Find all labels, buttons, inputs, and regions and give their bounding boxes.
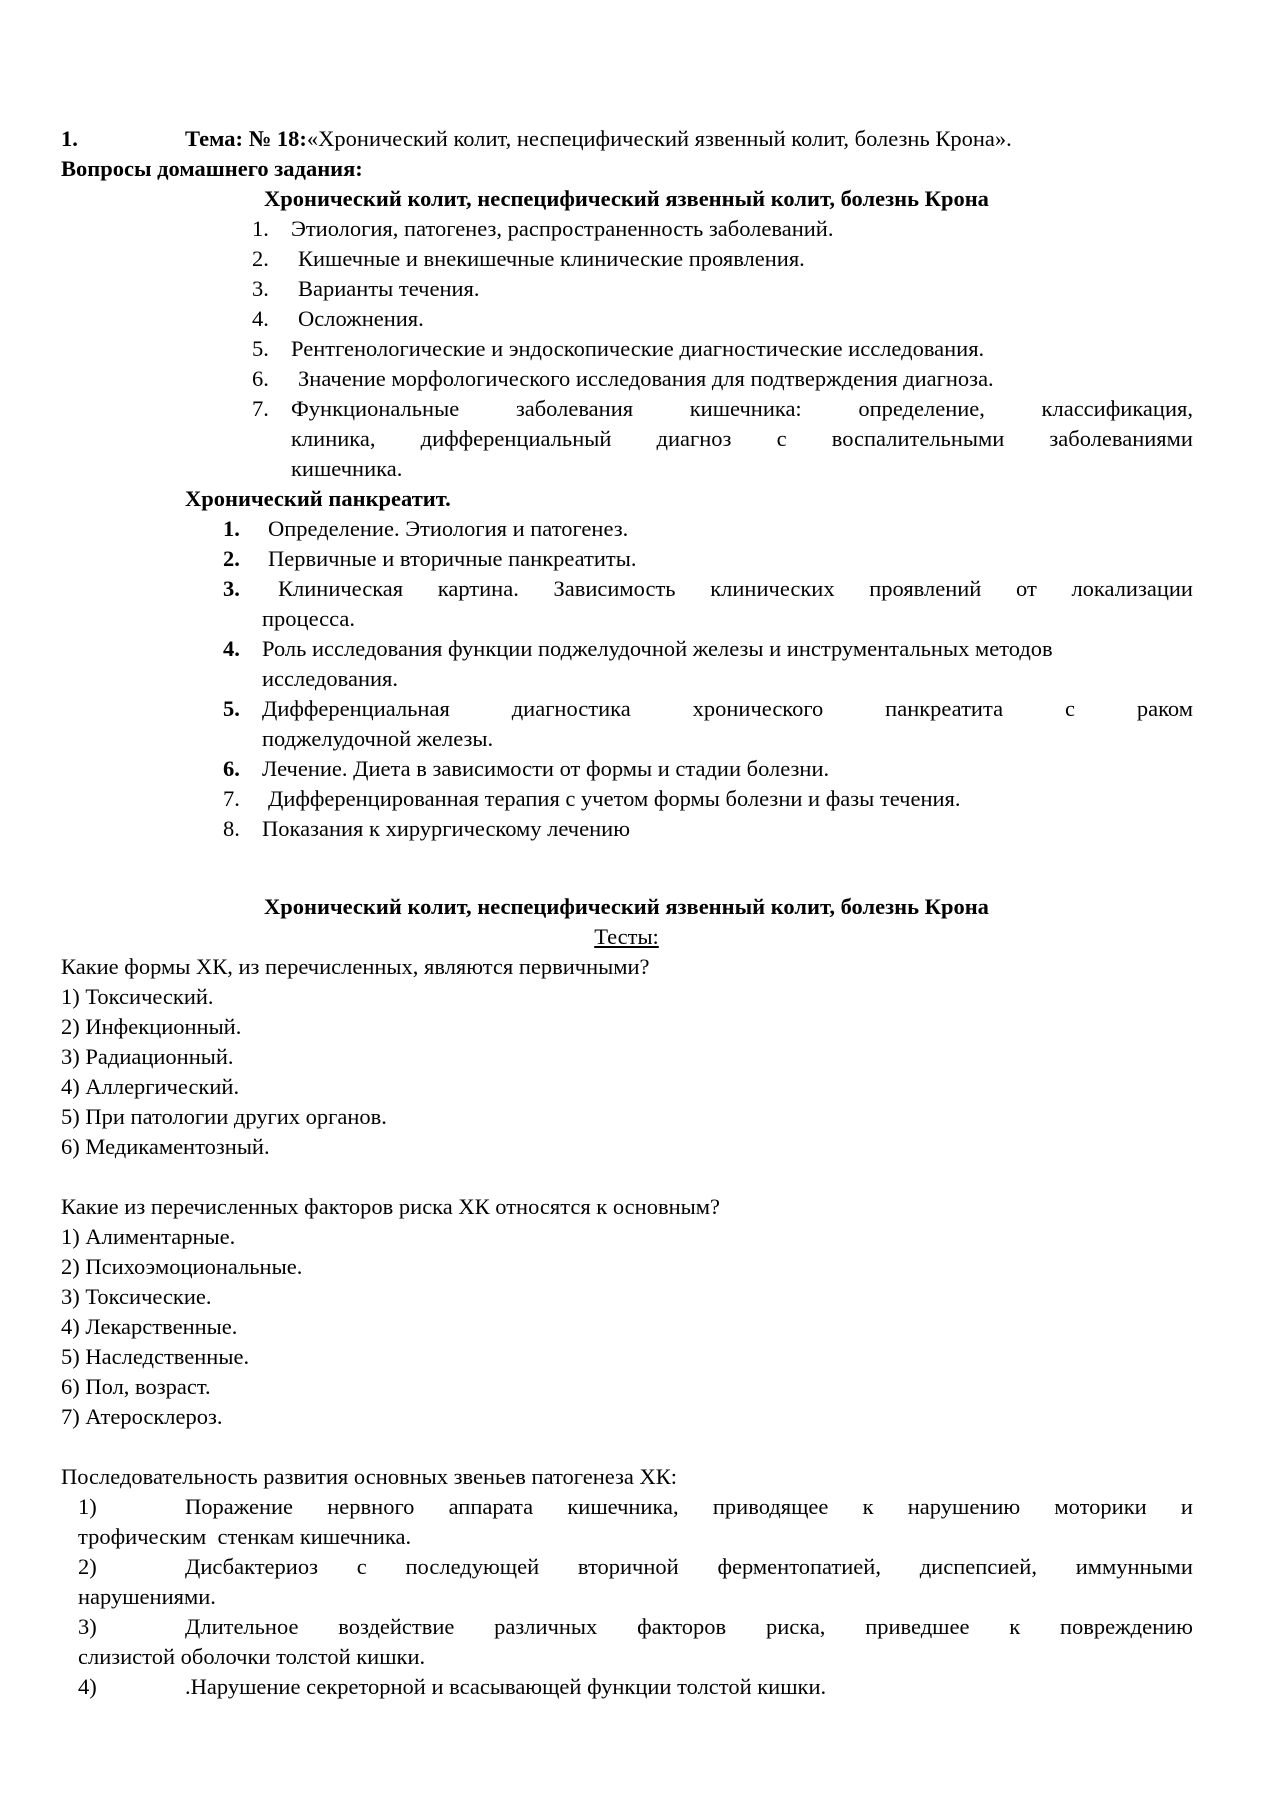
q2-question: Какие из перечисленных факторов риска ХК относятся к основным?: [61, 1194, 720, 1219]
word: ферментопатией,: [717, 1554, 881, 1579]
word: хронического: [692, 696, 824, 721]
colitis-item-5-text: Рентгенологические и эндоскопические диагностические исследования.: [291, 336, 985, 361]
colitis-item-3-text: Варианты течения.: [298, 276, 480, 301]
q3-option-2-line2: нарушениями.: [78, 1584, 216, 1609]
word: клинических: [710, 576, 835, 601]
word: Зависимость: [553, 576, 676, 601]
word: и: [1180, 1494, 1193, 1519]
pancreatitis-item-7-num: 7.: [223, 786, 240, 811]
word: Поражение: [185, 1494, 294, 1519]
word: с: [1064, 696, 1075, 721]
q2-option: 7) Атеросклероз.: [61, 1404, 223, 1429]
word: воздействие: [338, 1614, 455, 1639]
colitis-item-4-text: Осложнения.: [298, 306, 424, 331]
q3-option-3-line1: [185, 1612, 1193, 1642]
word: воспалительными: [831, 426, 1005, 451]
word: Клиническая: [278, 576, 404, 601]
q2-option: 4) Лекарственные.: [61, 1314, 238, 1339]
section-pancreatitis-title: Хронический панкреатит.: [185, 486, 451, 511]
colitis-item-6-num: 6.: [252, 366, 269, 391]
q3-option-3-line2: слизистой оболочки толстой кишки.: [78, 1644, 426, 1669]
q3-option-1-num: 1): [78, 1494, 97, 1519]
pancreatitis-item-3-line2: процесса.: [262, 606, 355, 631]
topic-number: 1.: [61, 126, 78, 151]
word: классификация,: [1041, 396, 1193, 421]
tests-subtitle: Тесты:: [594, 924, 659, 949]
word: повреждению: [1059, 1614, 1193, 1639]
colitis-item-5-num: 5.: [252, 336, 269, 361]
pancreatitis-item-6-num: 6.: [223, 756, 240, 781]
q3-option-1-line1: [185, 1492, 1193, 1522]
word: моторики: [1054, 1494, 1147, 1519]
q1-question: Какие формы ХК, из перечисленных, являются первичными?: [61, 954, 650, 979]
word: с: [776, 426, 787, 451]
colitis-item-7-line3: кишечника.: [291, 456, 403, 481]
word: Дифференциальная: [262, 696, 450, 721]
word: диспепсией,: [919, 1554, 1037, 1579]
q1-option: 3) Радиационный.: [61, 1044, 234, 1069]
word: последующей: [405, 1554, 540, 1579]
section-colitis-title: Хронический колит, неспецифический язвенный колит, болезнь Крона: [264, 186, 989, 211]
word: заболеваниями: [1049, 426, 1193, 451]
colitis-item-7-line2: [291, 424, 1193, 454]
word: с: [356, 1554, 367, 1579]
word: панкреатита: [885, 696, 1004, 721]
q3-option-2-num: 2): [78, 1554, 97, 1579]
pancreatitis-item-5-line1: [262, 694, 1193, 724]
tests-section-title: Хронический колит, неспецифический язвенный колит, болезнь Крона: [264, 894, 989, 919]
q3-question: Последовательность развития основных звеньев патогенеза ХК:: [61, 1464, 678, 1489]
q2-option: 3) Токсические.: [61, 1284, 212, 1309]
homework-label: Вопросы домашнего задания:: [61, 156, 363, 181]
word: заболевания: [515, 396, 634, 421]
word: клиника,: [291, 426, 376, 451]
word: приведшее: [865, 1614, 970, 1639]
pancreatitis-item-5-line2: поджелудочной железы.: [262, 726, 494, 751]
word: диагностика: [511, 696, 631, 721]
pancreatitis-item-4-line1: Роль исследования функции поджелудочной железы и инструментальных методов: [262, 636, 1053, 661]
pancreatitis-item-2-text: Первичные и вторичные панкреатиты.: [268, 546, 637, 571]
colitis-item-1-num: 1.: [252, 216, 269, 241]
word: кишечника:: [689, 396, 802, 421]
word: проявлений: [869, 576, 982, 601]
word: иммунными: [1075, 1554, 1193, 1579]
word: от: [1016, 576, 1037, 601]
q2-option: 2) Психоэмоциональные.: [61, 1254, 303, 1279]
word: Длительное: [185, 1614, 299, 1639]
q3-option-4-num: 4): [78, 1674, 97, 1699]
q2-option: 5) Наследственные.: [61, 1344, 250, 1369]
colitis-item-2-num: 2.: [252, 246, 269, 271]
q3-option-2-line1: [185, 1552, 1193, 1582]
pancreatitis-item-4-num: 4.: [223, 636, 240, 661]
colitis-item-4-num: 4.: [252, 306, 269, 331]
topic-label: Тема: № 18:: [185, 126, 307, 151]
q3-option-3-num: 3): [78, 1614, 97, 1639]
word: локализации: [1071, 576, 1193, 601]
pancreatitis-item-8-text: Показания к хирургическому лечению: [262, 816, 630, 841]
word: нервного: [327, 1494, 415, 1519]
colitis-item-3-num: 3.: [252, 276, 269, 301]
q1-option: 6) Медикаментозный.: [61, 1134, 270, 1159]
word: вторичной: [577, 1554, 679, 1579]
colitis-item-6-text: Значение морфологического исследования для подтверждения диагноза.: [298, 366, 994, 391]
word: кишечника,: [567, 1494, 679, 1519]
word: диагноз: [656, 426, 732, 451]
word: к: [1009, 1614, 1021, 1639]
q1-option: 1) Токсический.: [61, 984, 214, 1009]
q2-option: 6) Пол, возраст.: [61, 1374, 211, 1399]
colitis-item-1-text: Этиология, патогенез, распространенность заболеваний.: [291, 216, 834, 241]
word: различных: [494, 1614, 598, 1639]
pancreatitis-item-3-line1: [278, 574, 1193, 604]
pancreatitis-item-5-num: 5.: [223, 696, 240, 721]
word: факторов: [637, 1614, 727, 1639]
word: приводящее: [712, 1494, 829, 1519]
word: Дисбактериоз: [185, 1554, 318, 1579]
word: Функциональные: [291, 396, 460, 421]
q1-option: 2) Инфекционный.: [61, 1014, 242, 1039]
word: раком: [1136, 696, 1193, 721]
word: картина.: [437, 576, 519, 601]
word: аппарата: [448, 1494, 534, 1519]
word: нарушению: [907, 1494, 1021, 1519]
pancreatitis-item-3-num: 3.: [223, 576, 240, 601]
topic-text: «Хронический колит, неспецифический язвенный колит, болезнь Крона».: [306, 126, 1012, 151]
q1-option: 5) При патологии других органов.: [61, 1104, 387, 1129]
colitis-item-7-num: 7.: [252, 396, 269, 421]
q3-option-1-line2: трофическим стенкам кишечника.: [78, 1524, 412, 1549]
colitis-item-7-line1: [291, 394, 1193, 424]
word: определение,: [858, 396, 985, 421]
pancreatitis-item-1-num: 1.: [223, 516, 240, 541]
word: дифференциальный: [420, 426, 612, 451]
pancreatitis-item-1-text: Определение. Этиология и патогенез.: [268, 516, 629, 541]
pancreatitis-item-7-text: Дифференцированная терапия с учетом формы болезни и фазы течения.: [268, 786, 961, 811]
pancreatitis-item-6-text: Лечение. Диета в зависимости от формы и стадии болезни.: [262, 756, 830, 781]
pancreatitis-item-4-line2: исследования.: [262, 666, 398, 691]
word: к: [862, 1494, 874, 1519]
pancreatitis-item-8-num: 8.: [223, 816, 240, 841]
q1-option: 4) Аллергический.: [61, 1074, 240, 1099]
word: риска,: [765, 1614, 826, 1639]
q2-option: 1) Алиментарные.: [61, 1224, 236, 1249]
topic-line: [185, 124, 1012, 154]
colitis-item-2-text: Кишечные и внекишечные клинические проявления.: [298, 246, 805, 271]
pancreatitis-item-2-num: 2.: [223, 546, 240, 571]
q3-option-4-text: .Нарушение секреторной и всасывающей функции толстой кишки.: [185, 1674, 827, 1699]
